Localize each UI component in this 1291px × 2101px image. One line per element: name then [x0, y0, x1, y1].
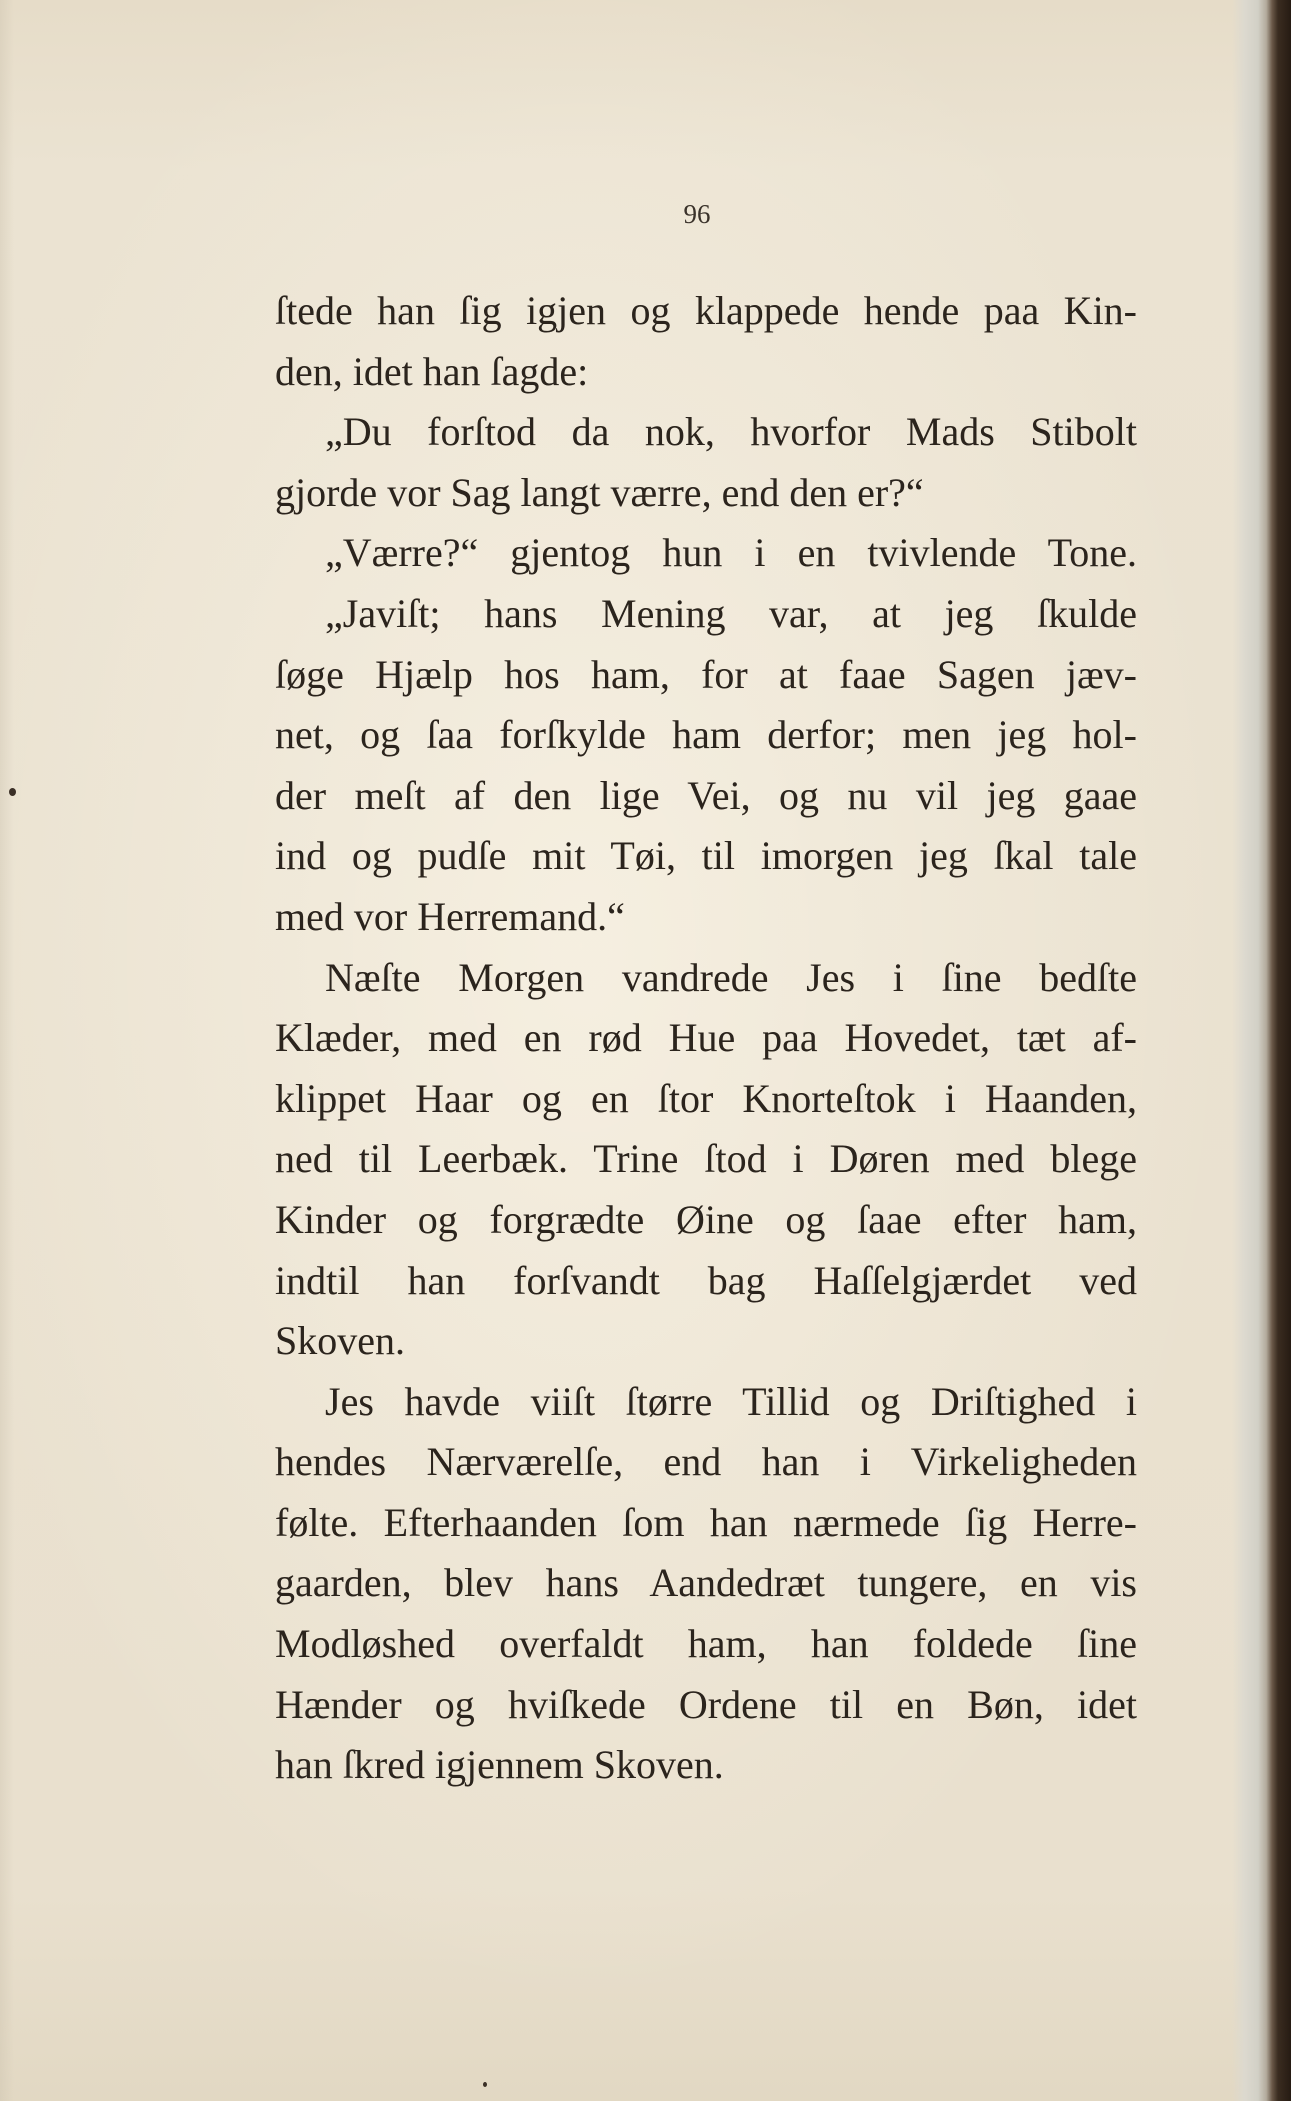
- text-line: Jes havde viiſt ſtørre Tillid og Driſtighed i: [325, 1378, 1137, 1424]
- paragraph: [275, 584, 1137, 948]
- paragraph: [275, 523, 1137, 584]
- text-line: ned til Leerbæk. Trine ſtod i Døren med blege: [275, 1136, 1137, 1182]
- text-line: der meſt af den lige Vei, og nu vil jeg gaae: [275, 772, 1137, 818]
- text-line: ſøge Hjælp hos ham, for at faae Sagen jæv-: [275, 651, 1137, 697]
- page-number: 96: [683, 199, 711, 229]
- text-line: Kinder og forgrædte Øine og ſaae efter ham,: [275, 1196, 1137, 1242]
- text-line: Skoven.: [275, 1318, 405, 1364]
- text-line: net, og ſaa forſkylde ham derfor; men jeg hol-: [275, 712, 1137, 758]
- text-line: „Værre?“ gjentog hun i en tvivlende Tone.: [325, 530, 1137, 576]
- text-line: ind og pudſe mit Tøi, til imorgen jeg ſkal tale: [275, 833, 1137, 879]
- text-line: med vor Herremand.“: [275, 893, 625, 939]
- paragraph: [275, 948, 1137, 1372]
- text-line: gjorde vor Sag langt værre, end den er?“: [275, 469, 924, 515]
- ink-speck: [483, 2082, 487, 2087]
- paragraph: [275, 281, 1137, 402]
- text-line: følte. Efterhaanden ſom han nærmede ſig Herre-: [275, 1499, 1137, 1545]
- text-line: Klæder, med en rød Hue paa Hovedet, tæt af-: [275, 1015, 1137, 1061]
- paragraph: [275, 402, 1137, 523]
- text-line: „Javiſt; hans Mening var, at jeg ſkulde: [325, 590, 1137, 636]
- text-line: indtil han forſvandt bag Haſſelgjærdet ved: [275, 1257, 1137, 1303]
- paragraph: [275, 1372, 1137, 1796]
- body-text: [275, 281, 1137, 1796]
- text-line: ſtede han ſig igjen og klappede hende paa Kin-: [275, 288, 1137, 333]
- binding-shadow: [1232, 0, 1291, 2101]
- page-left-edge: [0, 0, 14, 2101]
- text-line: gaarden, blev hans Aandedræt tungere, en vis: [275, 1560, 1137, 1606]
- text-line: den, idet han ſagde:: [275, 348, 589, 394]
- ink-speck: [9, 788, 16, 796]
- text-line: Hænder og hviſkede Ordene til en Bøn, idet: [275, 1681, 1137, 1727]
- text-line: Modløshed overfaldt ham, han foldede ſine: [275, 1621, 1137, 1667]
- text-line: klippet Haar og en ſtor Knorteſtok i Haanden,: [275, 1075, 1137, 1121]
- text-line: „Du forſtod da nok, hvorfor Mads Stibolt: [325, 409, 1137, 455]
- text-line: Næſte Morgen vandrede Jes i ſine bedſte: [325, 954, 1137, 1000]
- text-line: hendes Nærværelſe, end han i Virkeligheden: [275, 1439, 1137, 1485]
- text-line: han ſkred igjennem Skoven.: [275, 1742, 724, 1788]
